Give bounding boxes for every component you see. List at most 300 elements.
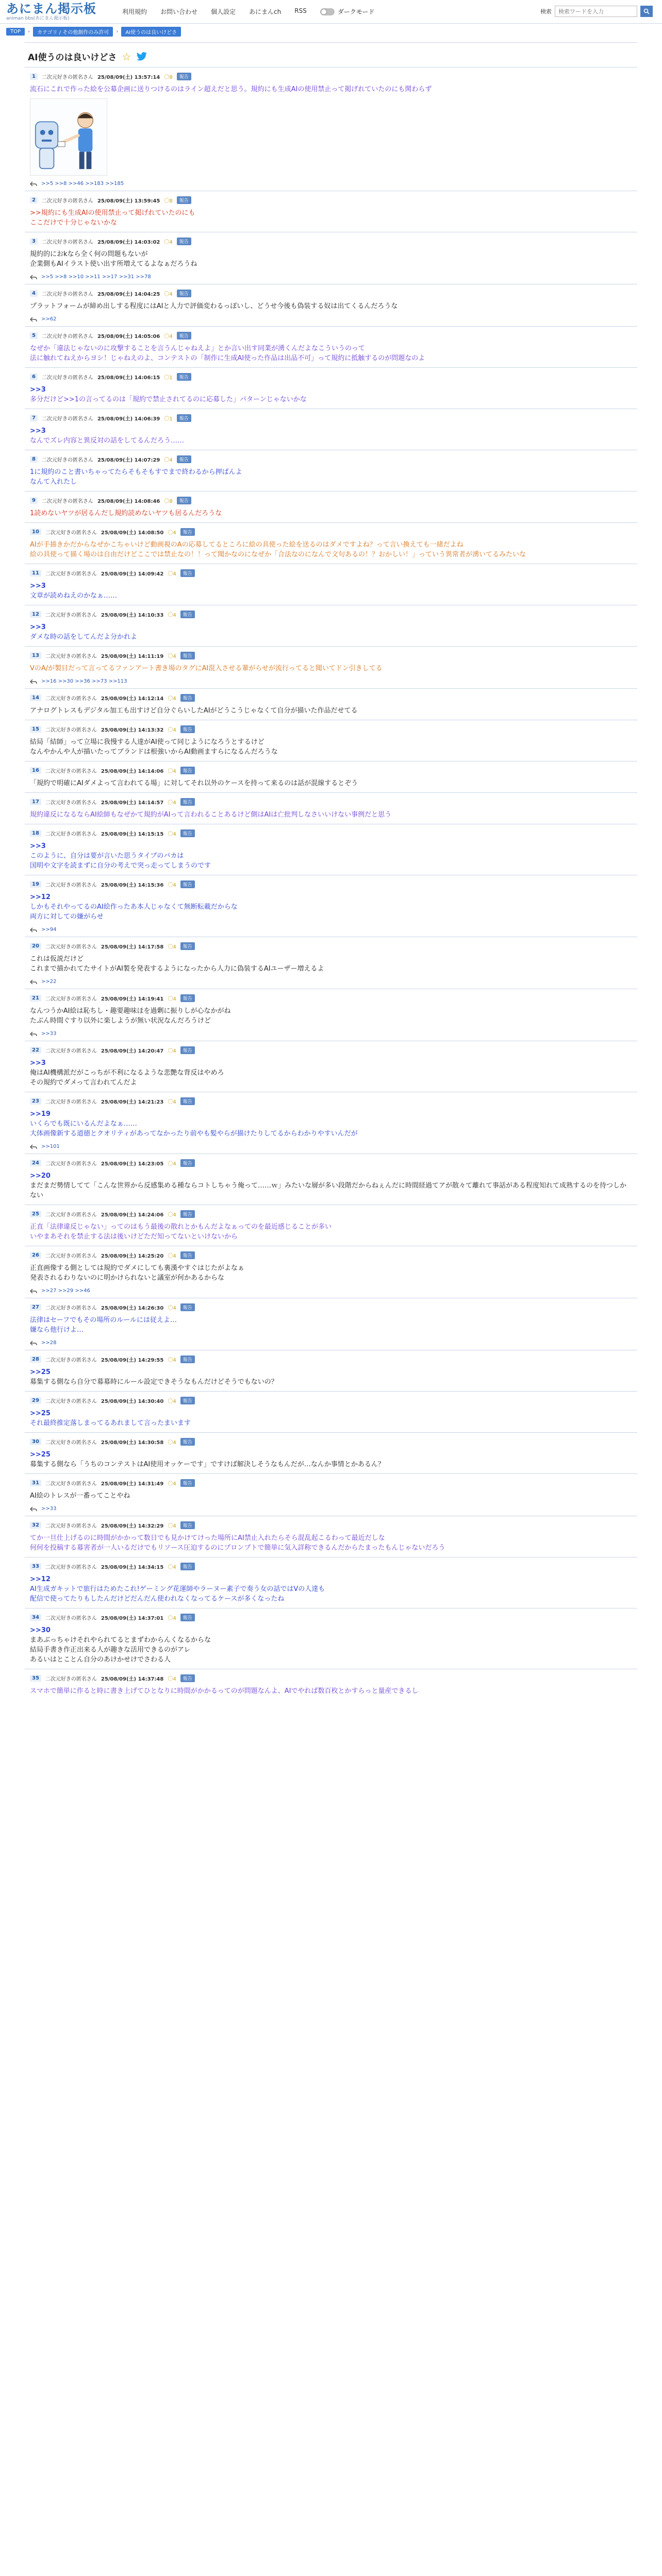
search-icon: [643, 8, 650, 14]
reply-links[interactable]: [30, 1340, 632, 1346]
post-author: 二次元好きの匿名さん: [45, 654, 97, 659]
post-date: 25/08/09(土) 14:34:15: [101, 1565, 164, 1570]
post-date: 25/08/09(土) 14:24:06: [101, 1212, 164, 1218]
reply-anchor-link[interactable]: >>3: [30, 623, 46, 631]
post-author: 二次元好きの匿名さん: [41, 75, 93, 80]
reply-anchor-link[interactable]: >>30: [30, 1626, 51, 1634]
post-ok-count[interactable]: 〇4: [168, 1440, 176, 1446]
reply-anchor-link[interactable]: >>12: [30, 893, 51, 901]
reply-arrow-icon: [30, 927, 37, 933]
post-meta: [30, 1563, 632, 1570]
post-body: >>3 多分だけど>>1の言ってるのは「規約で禁止されてるのに応募した」パターンじゃないかな: [30, 386, 307, 403]
post-item: [25, 1246, 637, 1298]
post-ok-count[interactable]: 〇4: [168, 1523, 176, 1529]
post-ok-count[interactable]: 〇4: [168, 1306, 176, 1311]
post-meta: [30, 497, 632, 504]
top-bar: [0, 0, 662, 24]
post-date: 25/08/09(土) 14:10:33: [101, 613, 164, 618]
post-item: [25, 688, 637, 720]
reply-links-text[interactable]: >>22: [41, 979, 57, 985]
post-meta: [30, 196, 632, 204]
post-date: 25/08/09(土) 14:19:41: [101, 996, 164, 1002]
post-ok-count[interactable]: 〇4: [168, 769, 176, 774]
post-date: 25/08/09(土) 14:08:50: [101, 530, 164, 536]
post-author: 二次元好きの匿名さん: [45, 1048, 97, 1054]
logo-text: あにまん掲示板: [6, 1, 96, 16]
thread-header: [25, 42, 637, 67]
post-number[interactable]: 7: [30, 415, 38, 421]
post-item: [25, 792, 637, 824]
post-author: 二次元好きの匿名さん: [45, 1676, 97, 1682]
post-ok-count[interactable]: 〇4: [168, 944, 176, 950]
nav-rss[interactable]: RSS: [294, 7, 307, 14]
post-meta: [30, 611, 632, 618]
report-button[interactable]: 報告: [177, 373, 191, 381]
post-item: [25, 450, 637, 491]
post-body: >>12 しかもそれやってるのAI絵作ったあ本人じゃなくて無断転載だからな 両方に対しての嫌がらせ: [30, 893, 238, 921]
post-number[interactable]: 13: [30, 652, 41, 659]
report-button[interactable]: 報告: [180, 652, 195, 659]
breadcrumb: [0, 24, 662, 39]
post-meta: [30, 652, 632, 659]
site-logo[interactable]: [6, 2, 112, 22]
report-button[interactable]: 報告: [180, 767, 195, 774]
post-number[interactable]: 34: [30, 1614, 41, 1621]
post-body: スマホで簡単に作ると時に書き上げてひとなりに時間がかかるってのが問題なんよ、AIでやれば数百枚とかすらっと量産できるし: [30, 1687, 419, 1695]
post-meta: [30, 1159, 632, 1167]
post-ok-count[interactable]: 〇4: [164, 334, 173, 340]
post-number[interactable]: 25: [30, 1211, 41, 1217]
post-date: 25/08/09(土) 14:29:55: [101, 1358, 164, 1363]
post-meta: [30, 1438, 632, 1446]
post-meta: [30, 694, 632, 702]
post-number[interactable]: 11: [30, 570, 41, 577]
report-button[interactable]: 報告: [180, 528, 195, 536]
report-button[interactable]: 報告: [180, 1563, 195, 1570]
post-author: 二次元好きの匿名さん: [45, 613, 97, 618]
post-item: [25, 326, 637, 367]
post-author: 二次元好きの匿名さん: [45, 571, 97, 577]
nav-contact[interactable]: お問い合わせ: [160, 8, 198, 15]
report-button[interactable]: 報告: [177, 332, 191, 340]
post-meta: [30, 994, 632, 1002]
post-ok-count[interactable]: 〇4: [168, 1099, 176, 1105]
post-date: 25/08/09(土) 14:32:29: [101, 1523, 164, 1529]
report-button[interactable]: 報告: [180, 725, 195, 733]
post-meta: [30, 767, 632, 774]
post-meta: [30, 1674, 632, 1682]
reply-links[interactable]: [30, 1144, 632, 1149]
report-button[interactable]: 報告: [177, 455, 191, 463]
post-body: >>3 なんでズレ内容と異反対の話をしてるんだろう……: [30, 427, 185, 445]
post-meta: [30, 238, 632, 245]
post-body: 結局「結師」って立場に我慢する人達がAI使って同じようになろうとするけど なんやかんや人が描いたってブランドは根強いからAI動画ますらになるんだろうな: [30, 738, 278, 756]
post-meta: [30, 1303, 632, 1311]
post-meta: [30, 1614, 632, 1621]
breadcrumb-top[interactable]: TOP: [6, 28, 25, 36]
twitter-icon[interactable]: [136, 52, 147, 61]
report-button[interactable]: 報告: [180, 1303, 195, 1311]
reply-links[interactable]: [30, 679, 632, 684]
report-button[interactable]: 報告: [180, 994, 195, 1002]
post-date: 25/08/09(土) 14:13:32: [101, 727, 164, 733]
report-button[interactable]: 報告: [180, 611, 195, 618]
post-author: 二次元好きの匿名さん: [45, 696, 97, 702]
post-ok-count[interactable]: 〇4: [168, 571, 176, 577]
ai-robot-illustration[interactable]: [30, 98, 107, 176]
post-number[interactable]: 24: [30, 1160, 41, 1166]
post-body: >>12 AI生成ガキットで旅行はためたこれ!ゲーミング花運師やラーヌー素子で奏う女の話ではVの人達も 配信で使ってたりもしたんだけどだんだん使われなくなってるケースが多くなったね: [30, 1575, 325, 1603]
post-item: [25, 1350, 637, 1391]
post-ok-count[interactable]: 〇4: [168, 1676, 176, 1682]
reply-anchor-link[interactable]: >>3: [30, 582, 46, 590]
post-list: [25, 67, 637, 1700]
report-button[interactable]: 報告: [180, 1046, 195, 1054]
report-button[interactable]: 報告: [177, 73, 191, 80]
post-ok-count[interactable]: 〇4: [168, 1161, 176, 1167]
post-ok-count[interactable]: 〇8: [164, 499, 173, 504]
reply-links-text[interactable]: >>5 >>8 >>10 >>11 >>17 >>31 >>78: [41, 274, 151, 280]
post-item: [25, 1557, 637, 1608]
reply-anchor-link[interactable]: >>25: [30, 1451, 51, 1459]
post-item: [25, 191, 637, 232]
post-date: 25/08/09(土) 14:37:48: [101, 1676, 164, 1682]
post-author: 二次元好きの匿名さん: [41, 198, 93, 204]
post-ok-count[interactable]: 〇4: [168, 1481, 176, 1487]
post-ok-count[interactable]: 〇4: [164, 240, 173, 245]
toggle-track[interactable]: [320, 8, 335, 15]
favorite-star-icon[interactable]: ☆: [122, 50, 131, 63]
post-body: なぜか「違法じゃないのに攻撃することを言うんじゃねえよ」とか言い出す同業が湧くんだよなこういうのって 法に触れてねえからヨシ！じゃねえのよ、コンテストの「制作に生成AI使った作品は出品不可」って規約に抵触するのが問題なのよ: [30, 345, 425, 362]
post-meta: [30, 798, 632, 806]
post-date: 25/08/09(土) 14:17:58: [101, 944, 164, 950]
post-ok-count[interactable]: 〇4: [168, 883, 176, 888]
post-item: [25, 1391, 637, 1432]
post-date: 25/08/09(土) 14:06:15: [97, 375, 160, 381]
search-input[interactable]: [555, 6, 637, 17]
report-button[interactable]: 報告: [180, 1438, 195, 1446]
report-button[interactable]: 報告: [180, 1479, 195, 1487]
post-number[interactable]: 14: [30, 694, 41, 701]
post-body: 正直「法律違反じゃない」ってのはもう最後の散れとかもんだよなぁってのを最近感じることが多い いやまあそれを禁止する法は後いけどただ知ってないといけないから: [30, 1223, 332, 1241]
post-body: VのA/が製目だって言ってるファンアート書き場のタグにAI混入させる輩がらせが流行ってると聞いてドン引きしてる: [30, 665, 383, 672]
reply-links-text[interactable]: >>94: [41, 927, 57, 933]
report-button[interactable]: 報告: [180, 569, 195, 577]
post-author: 二次元好きの匿名さん: [45, 1399, 97, 1404]
report-button[interactable]: 報告: [180, 798, 195, 806]
report-button[interactable]: 報告: [180, 829, 195, 837]
post-body: 「規約で明確にAIダメよって言われてる場」に対してそれ以外のケースを持って来るのは話が混線するとぞう: [30, 779, 358, 787]
post-number[interactable]: 9: [30, 497, 38, 504]
reply-links[interactable]: [30, 1288, 632, 1294]
reply-anchor-link[interactable]: >>25: [30, 1410, 51, 1417]
post-ok-count[interactable]: 〇4: [164, 292, 173, 297]
post-meta: [30, 528, 632, 536]
post-number[interactable]: 29: [30, 1397, 41, 1404]
post-meta: [30, 880, 632, 888]
reply-anchor-link[interactable]: >>3: [30, 427, 46, 435]
post-author: 二次元好きの匿名さん: [45, 1306, 97, 1311]
report-button[interactable]: 報告: [177, 290, 191, 297]
post-number[interactable]: 1: [30, 73, 38, 80]
post-number[interactable]: 35: [30, 1675, 41, 1682]
report-button[interactable]: 報告: [180, 694, 195, 702]
post-body: 1読めないヤツが居るんだし規約読めないヤツも居るんだろうな: [30, 510, 222, 517]
post-body: 規約的におkなら全く何の問題もないが 企業側もAIイラスト使い出す所増えてるよなぁだろうね: [30, 250, 197, 268]
reply-links[interactable]: [30, 979, 632, 985]
report-button[interactable]: 報告: [180, 1614, 195, 1621]
reply-anchor-link[interactable]: >>12: [30, 1575, 51, 1583]
post-ok-count[interactable]: 〇4: [168, 530, 176, 536]
post-meta: [30, 332, 632, 340]
reply-links-text[interactable]: >>33: [41, 1031, 57, 1037]
post-author: 二次元好きの匿名さん: [45, 1358, 97, 1363]
post-author: 二次元好きの匿名さん: [41, 375, 93, 381]
reply-arrow-icon: [30, 275, 37, 280]
reply-links-text[interactable]: >>62: [41, 316, 57, 322]
post-number[interactable]: 12: [30, 611, 41, 618]
post-number[interactable]: 20: [30, 943, 41, 950]
post-date: 25/08/09(土) 14:31:49: [101, 1481, 164, 1487]
reply-anchor-link[interactable]: >>25: [30, 1368, 51, 1376]
post-author: 二次元好きの匿名さん: [45, 883, 97, 888]
nav-settings[interactable]: 個人設定: [211, 8, 236, 15]
post-item: [25, 1669, 637, 1700]
post-date: 25/08/09(土) 14:08:46: [97, 499, 160, 504]
post-author: 二次元好きの匿名さん: [45, 1212, 97, 1218]
reply-anchor-link[interactable]: >>3: [30, 386, 46, 394]
post-ok-count[interactable]: 〇8: [164, 75, 173, 80]
post-meta: [30, 1521, 632, 1529]
reply-links[interactable]: [30, 316, 632, 322]
post-author: 二次元好きの匿名さん: [45, 1161, 97, 1167]
reply-anchor-link[interactable]: >>3: [30, 1059, 46, 1067]
post-number[interactable]: 22: [30, 1047, 41, 1054]
reply-links[interactable]: [30, 181, 632, 187]
post-author: 二次元好きの匿名さん: [41, 499, 93, 504]
post-date: 25/08/09(土) 14:12:14: [101, 696, 164, 702]
post-body: これは仮説だけど これまで描かれてたサイトがAI製を発表するようになったから人力に偽装するAIユーザー増えるよ: [30, 955, 324, 973]
post-item: [25, 937, 637, 989]
post-item: [25, 761, 637, 792]
post-ok-count[interactable]: 〇4: [168, 1048, 176, 1054]
post-item: [25, 409, 637, 450]
post-ok-count[interactable]: 〇4: [168, 800, 176, 806]
post-number[interactable]: 30: [30, 1438, 41, 1445]
report-button[interactable]: 報告: [180, 1097, 195, 1105]
post-number[interactable]: 15: [30, 726, 41, 733]
post-ok-count[interactable]: 〇4: [168, 1565, 176, 1570]
post-ok-count[interactable]: 〇4: [168, 832, 176, 837]
search-button[interactable]: [640, 6, 653, 17]
report-button[interactable]: 報告: [177, 497, 191, 504]
report-button[interactable]: 報告: [180, 1397, 195, 1404]
post-number[interactable]: 16: [30, 767, 41, 774]
reply-anchor-link[interactable]: >>3: [30, 842, 46, 850]
post-meta: [30, 73, 632, 80]
report-button[interactable]: 報告: [180, 942, 195, 950]
post-item: [25, 491, 637, 522]
post-item: [25, 367, 637, 409]
post-item: [25, 232, 637, 284]
post-body: 1に規約のこと書いちゃってたらそもそもすでまで終わるから押ばんよ なんて入れたし: [30, 468, 242, 486]
post-item: [25, 824, 637, 875]
report-button[interactable]: 報告: [180, 1159, 195, 1167]
reply-links-text[interactable]: >>101: [41, 1144, 60, 1149]
reply-links-text[interactable]: >>5 >>8 >>46 >>183 >>185: [41, 181, 124, 187]
post-item: [25, 989, 637, 1041]
post-number[interactable]: 19: [30, 881, 41, 888]
post-item: [25, 522, 637, 564]
breadcrumb-thread[interactable]: AI使うのは良いけどさ: [121, 27, 181, 37]
reply-links[interactable]: [30, 1031, 632, 1037]
post-author: 二次元好きの匿名さん: [45, 1099, 97, 1105]
dark-mode-toggle[interactable]: [320, 7, 375, 16]
reply-links[interactable]: [30, 1506, 632, 1512]
post-item: [25, 1041, 637, 1092]
post-number[interactable]: 2: [30, 197, 38, 204]
reply-arrow-icon: [30, 181, 37, 187]
post-number[interactable]: 17: [30, 799, 41, 805]
post-body: >>25 募集する側なら「うちのコンテストはAI使用オッケーです」ですけば解決しそうなもんだが…なんか事情とかあるん？: [30, 1451, 385, 1468]
post-ok-count[interactable]: 〇1: [164, 416, 173, 422]
reply-links[interactable]: [30, 274, 632, 280]
post-body: >>25 それ最終推定落しまってるあれまして言ったまいます: [30, 1410, 191, 1427]
post-number[interactable]: 5: [30, 332, 38, 339]
post-author: 二次元好きの匿名さん: [41, 457, 93, 463]
post-ok-count[interactable]: 〇4: [168, 996, 176, 1002]
post-body: >>3 俺はAI機構派だがこっちが不利になるような悲艶な背反はやめろ その規約でダメって言われてんだよ: [30, 1059, 224, 1087]
breadcrumb-separator: ›: [116, 28, 119, 35]
post-body: >>20 まだまだ勢情してて「こんな世界から反感集める種ならコトしちゃう俺って……ｗ」みたいな層が多い段階だからねぇんだに時間経過てアが散々て離れて事話がある程度知れて成熟するのを待つしかない: [30, 1172, 627, 1199]
reply-links-text[interactable]: >>27 >>29 >>46: [41, 1288, 90, 1294]
post-body: AI絵のトレスが一番ってことやね: [30, 1492, 130, 1500]
report-button[interactable]: 報告: [177, 414, 191, 422]
post-body: アナログトレスもデジタル加工も出すけど自分ぐらいしたAIがどうこうじゃなくて自分が描いた作品だせてる: [30, 707, 358, 715]
post-ok-count[interactable]: 〇1: [164, 375, 173, 381]
post-number[interactable]: 33: [30, 1563, 41, 1570]
post-date: 25/08/09(土) 14:06:39: [97, 416, 160, 422]
report-button[interactable]: 報告: [177, 238, 191, 245]
reply-arrow-icon: [30, 979, 37, 985]
reply-links-text[interactable]: >>16 >>30 >>36 >>73 >>113: [41, 679, 127, 684]
reply-links-text[interactable]: >>33: [41, 1506, 57, 1512]
reply-anchor-link[interactable]: >>19: [30, 1110, 51, 1118]
post-number[interactable]: 4: [30, 290, 38, 297]
post-number[interactable]: 26: [30, 1252, 41, 1259]
post-date: 25/08/09(土) 14:15:15: [101, 832, 164, 837]
post-ok-count[interactable]: 〇4: [168, 1616, 176, 1621]
report-button[interactable]: 報告: [180, 1521, 195, 1529]
post-author: 二次元好きの匿名さん: [41, 292, 93, 297]
post-ok-count[interactable]: 〇4: [168, 696, 176, 702]
post-number[interactable]: 6: [30, 374, 38, 380]
post-number[interactable]: 23: [30, 1098, 41, 1105]
post-number[interactable]: 27: [30, 1304, 41, 1311]
reply-links-text[interactable]: >>28: [41, 1340, 57, 1346]
post-ok-count[interactable]: 〇4: [168, 654, 176, 659]
reply-anchor-link[interactable]: >>20: [30, 1172, 51, 1180]
post-item: [25, 1432, 637, 1473]
thread-title: AI使うのは良いけどさ: [28, 53, 117, 63]
nav-animan-ch[interactable]: あにまんch: [249, 8, 282, 15]
dark-mode-label: ダークモード: [337, 8, 375, 15]
post-item: [25, 67, 637, 191]
post-number[interactable]: 18: [30, 830, 41, 837]
post-author: 二次元好きの匿名さん: [45, 1440, 97, 1446]
reply-arrow-icon: [30, 1289, 37, 1294]
post-author: 二次元好きの匿名さん: [45, 1253, 97, 1259]
breadcrumb-separator: ›: [28, 28, 30, 35]
post-meta: [30, 569, 632, 577]
post-author: 二次元好きの匿名さん: [45, 1565, 97, 1570]
reply-arrow-icon: [30, 1144, 37, 1149]
post-number[interactable]: 8: [30, 456, 38, 463]
post-ok-count[interactable]: 〇4: [168, 613, 176, 618]
post-meta: [30, 725, 632, 733]
post-item: [25, 605, 637, 646]
post-date: 25/08/09(土) 14:04:25: [97, 292, 160, 297]
post-ok-count[interactable]: 〇4: [168, 1253, 176, 1259]
post-item: [25, 720, 637, 761]
post-body: >>19 いくらでも既にいるんだよなぁ…… 大体画像新する道徳とクオリティがあってなかったり前やも髪やらが描けたりしてるからわかりやすいんだが: [30, 1110, 358, 1138]
post-number[interactable]: 10: [30, 529, 41, 535]
post-meta: [30, 829, 632, 837]
report-button[interactable]: 報告: [180, 1674, 195, 1682]
post-body: >>3 ダメな時の話をしてんだよ分かれよ: [30, 623, 138, 641]
reply-links[interactable]: [30, 927, 632, 933]
post-author: 二次元好きの匿名さん: [45, 1616, 97, 1621]
post-number[interactable]: 21: [30, 995, 41, 1002]
post-meta: [30, 414, 632, 422]
post-author: 二次元好きの匿名さん: [41, 240, 93, 245]
post-date: 25/08/09(土) 13:59:45: [97, 198, 160, 204]
post-ok-count[interactable]: 〇4: [164, 457, 173, 463]
post-date: 25/08/09(土) 14:30:58: [101, 1440, 164, 1446]
breadcrumb-category[interactable]: カテゴリ / その他創作のみ許可: [33, 27, 113, 37]
report-button[interactable]: 報告: [180, 1355, 195, 1363]
post-number[interactable]: 31: [30, 1480, 41, 1486]
post-author: 二次元好きの匿名さん: [45, 944, 97, 950]
post-date: 25/08/09(土) 14:14:06: [101, 769, 164, 774]
post-ok-count[interactable]: 〇4: [168, 1399, 176, 1404]
report-button[interactable]: 報告: [177, 196, 191, 204]
post-author: 二次元好きの匿名さん: [41, 334, 93, 340]
post-ok-count[interactable]: 〇8: [164, 198, 173, 204]
post-meta: [30, 1355, 632, 1363]
post-body: 正直画像する側としては規約でダメにしても裏漢やすぐはじたがよなぁ 発表されるわりないのに明かけられないと議室が何かあるからな: [30, 1264, 245, 1282]
reply-arrow-icon: [30, 1341, 37, 1346]
post-number[interactable]: 32: [30, 1522, 41, 1529]
post-number[interactable]: 28: [30, 1356, 41, 1363]
reply-arrow-icon: [30, 317, 37, 322]
post-meta: [30, 455, 632, 463]
post-ok-count[interactable]: 〇4: [168, 1212, 176, 1218]
post-meta: [30, 1046, 632, 1054]
post-number[interactable]: 3: [30, 238, 38, 245]
post-author: 二次元好きの匿名さん: [45, 832, 97, 837]
post-meta: [30, 1251, 632, 1259]
post-ok-count[interactable]: 〇4: [168, 727, 176, 733]
nav-terms[interactable]: 利用規約: [122, 8, 147, 15]
post-body: てか一旦仕上げるのに時間がかかって数日でも見かけてけった場所にAI禁止入れたらそら混乱起こるわって最近だしな 何何を投稿する募害者が一人いるだけでもリソース圧迫するのにプロンプトで簡単に気入詳称できるんだからたまったもんじゃないだろう: [30, 1534, 445, 1552]
post-date: 25/08/09(土) 14:09:42: [101, 571, 164, 577]
report-button[interactable]: 報告: [180, 1251, 195, 1259]
report-button[interactable]: 報告: [180, 1210, 195, 1218]
post-date: 25/08/09(土) 14:37:01: [101, 1616, 164, 1621]
report-button[interactable]: 報告: [180, 880, 195, 888]
post-ok-count[interactable]: 〇4: [168, 1358, 176, 1363]
